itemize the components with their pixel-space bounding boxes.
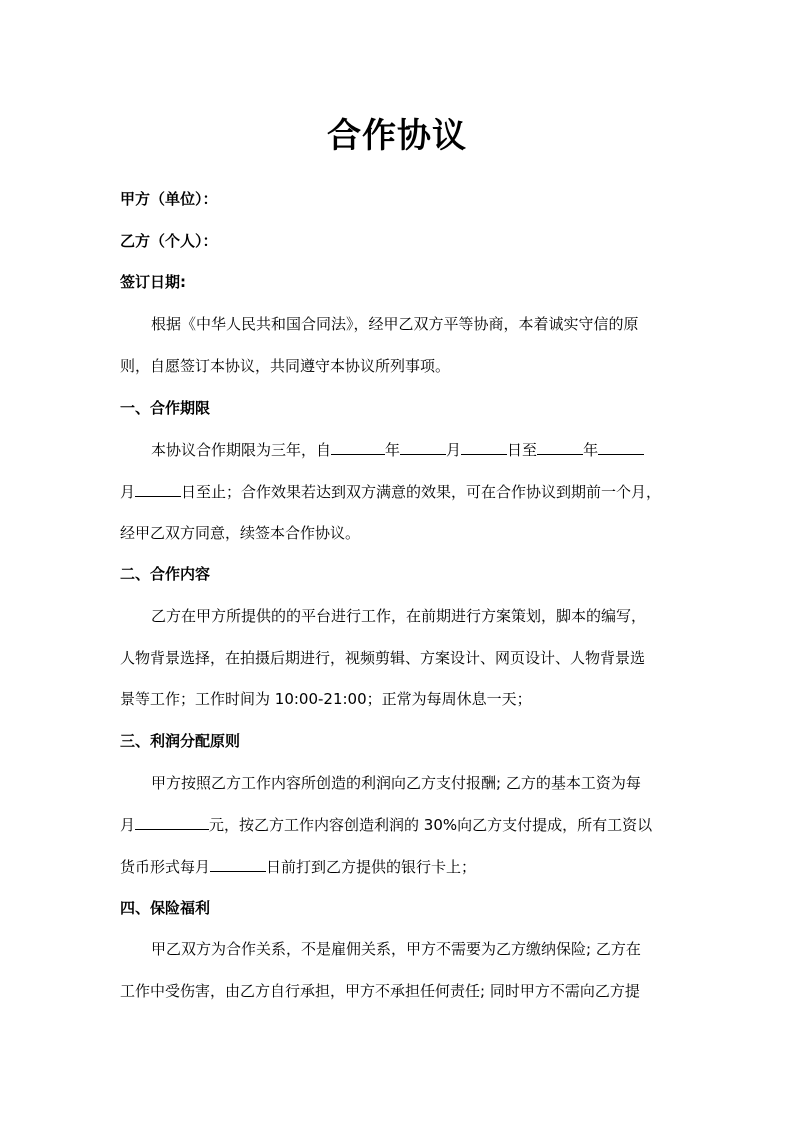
section4-line-1: 甲乙双方为合作关系，不是雇佣关系，甲方不需要为乙方缴纳保险; 乙方在 [151,940,641,958]
section2-line-1: 乙方在甲方所提供的的平台进行工作，在前期进行方案策划，脚本的编写， [151,607,647,625]
section4-heading: 四、保险福利 [120,899,211,917]
section2-line-3: 景等工作；工作时间为 10:00-21:00；正常为每周休息一天； [120,690,532,708]
month2-text: 月 [120,483,136,501]
payday-rest-text: 日前打到乙方提供的银行卡上； [266,858,477,876]
intro-line-2: 则，自愿签订本协议，共同遵守本协议所列事项。 [120,357,451,375]
section1-heading: 一、合作期限 [120,399,211,417]
year2-text: 年 [583,441,599,459]
month-text: 月 [446,441,462,459]
section2-heading: 二、合作内容 [120,565,211,583]
term-end-text: 日至止；合作效果若达到双方满意的效果，可在合作协议到期前一个月， [181,483,662,501]
year-text: 年 [385,441,401,459]
salary-rest-text: 元，按乙方工作内容创造利润的 30%向乙方支付提成，所有工资以 [209,816,653,834]
section3-line-2 [120,813,680,836]
payday-blank [210,855,266,872]
start-year-blank [331,438,385,455]
section3-heading: 三、利润分配原则 [120,732,241,750]
end-year-blank [537,438,583,455]
party-b-label: 乙方（个人）： [120,232,218,250]
payday-prefix-text: 货币形式每月 [120,858,211,876]
day-to-text: 日至 [507,441,538,459]
section1-line-1 [151,438,681,461]
section2-line-2: 人物背景选择，在拍摄后期进行，视频剪辑、方案设计、网页设计、人物背景选 [120,649,646,667]
end-day-blank [135,480,181,497]
month-prefix-text: 月 [120,816,136,834]
base-salary-blank [135,813,209,830]
end-month-trailing-blank [598,438,644,455]
section3-line-3 [120,855,680,878]
party-a-label: 甲方（单位）： [120,190,218,208]
section1-line-2 [120,480,680,503]
doc-title: 合作协议 [327,116,467,156]
section4-line-2: 工作中受伤害，由乙方自行承担，甲方不承担任何责任; 同时甲方不需向乙方提 [120,982,640,1000]
term-start-text: 本协议合作期限为三年，自 [151,441,332,459]
start-month-blank [400,438,446,455]
start-day-blank [461,438,507,455]
section1-line-3: 经甲乙双方同意，续签本合作协议。 [120,524,361,542]
section3-line-1: 甲方按照乙方工作内容所创造的利润向乙方支付报酬; 乙方的基本工资为每 [151,774,641,792]
sign-date-label: 签订日期: [120,273,186,291]
intro-line-1: 根据《中华人民共和国合同法》，经甲乙双方平等协商，本着诚实守信的原 [151,315,639,333]
